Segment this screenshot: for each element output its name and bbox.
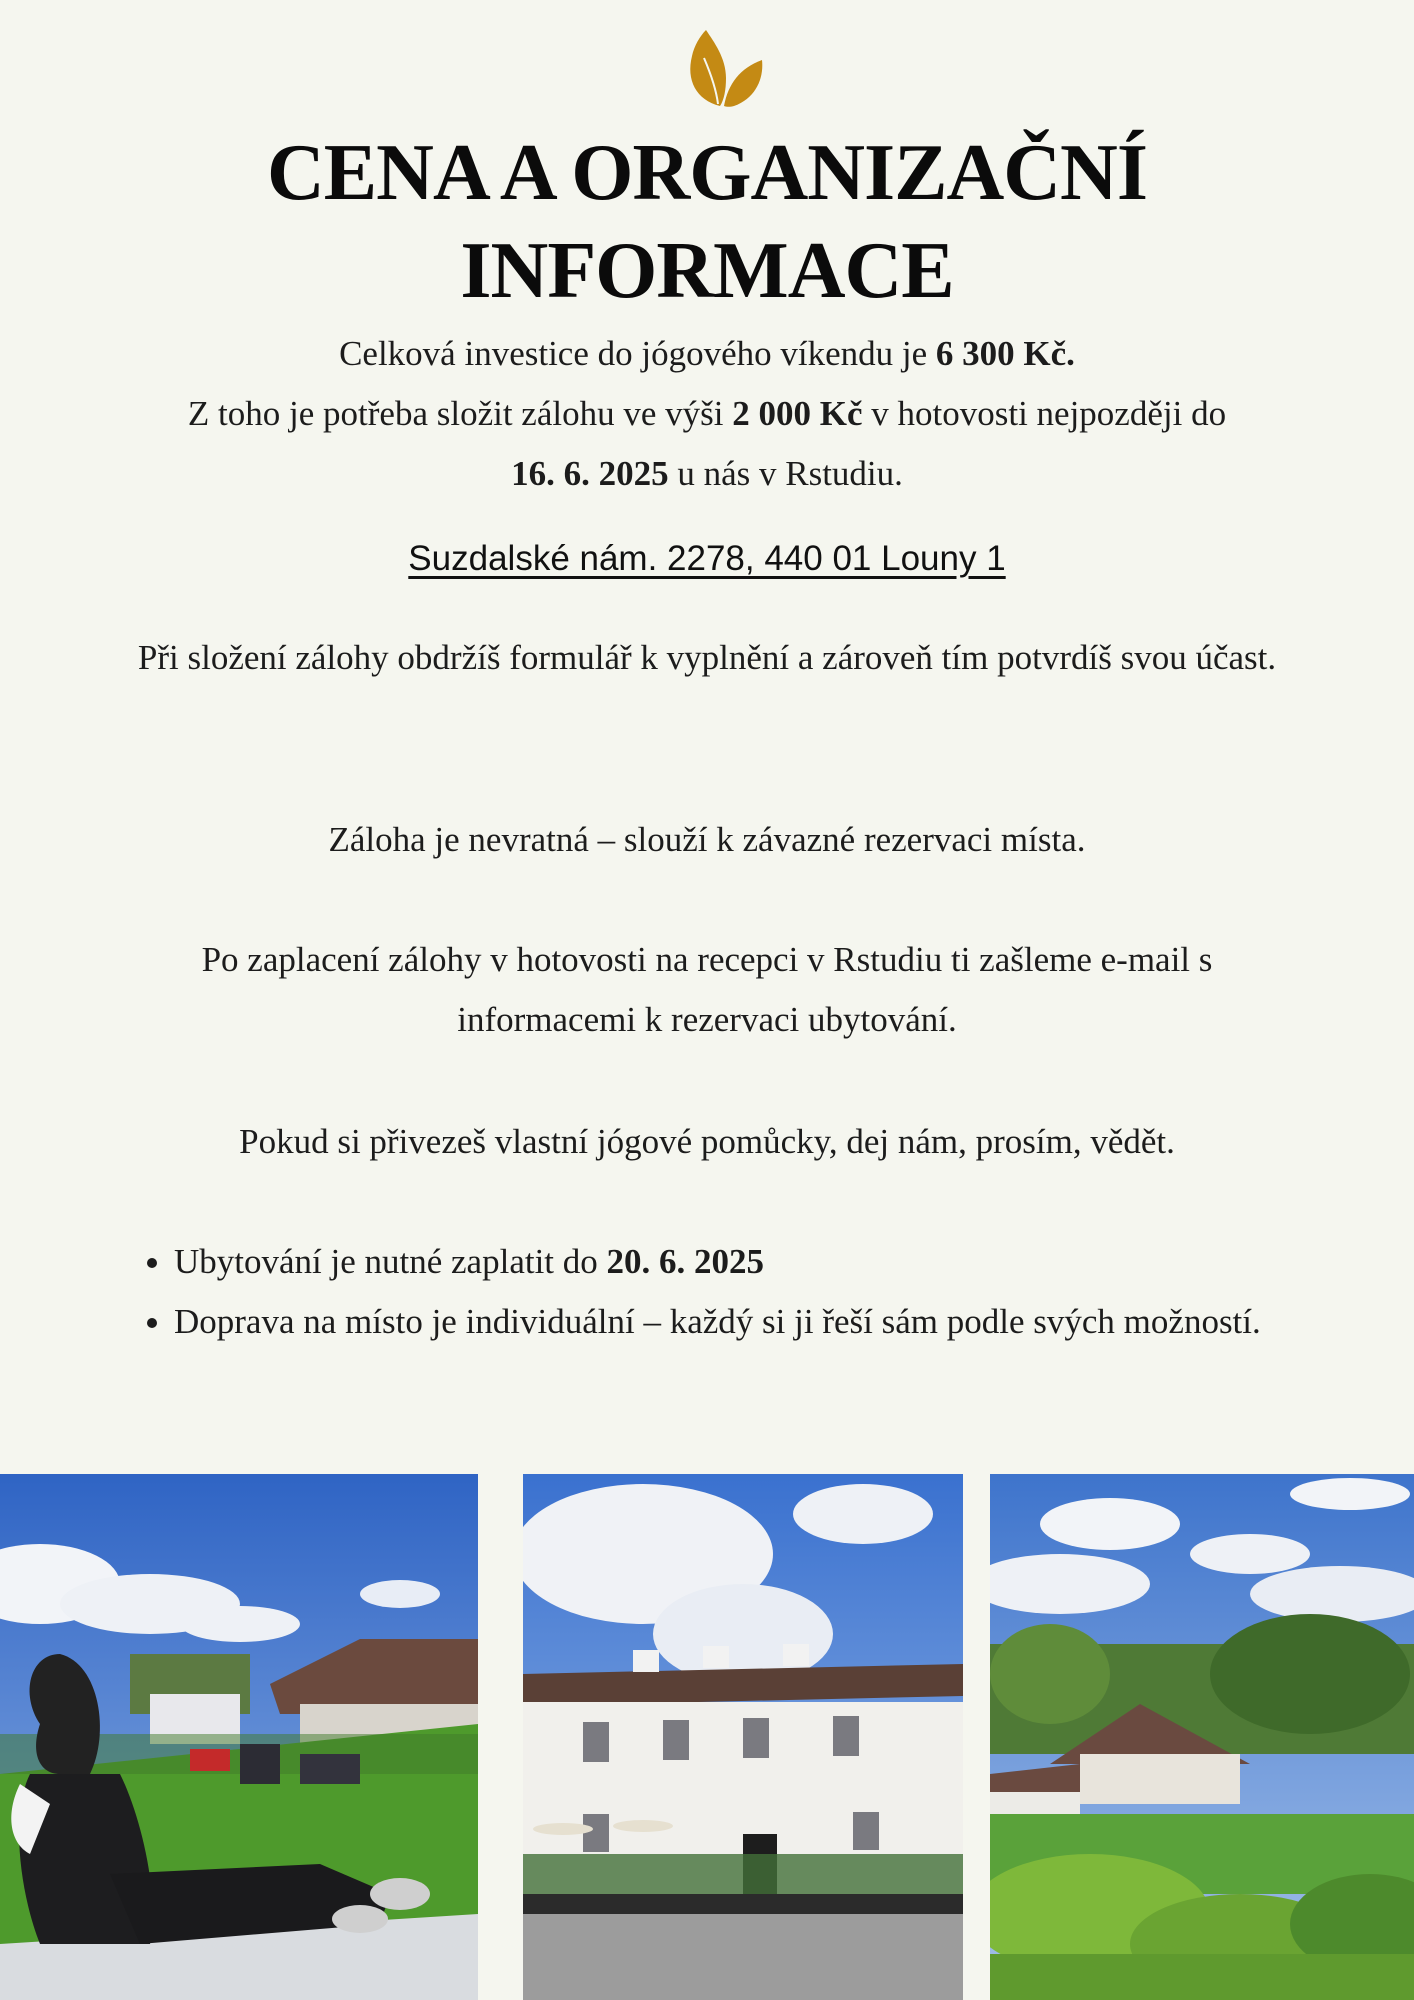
photo-garden-house bbox=[990, 1474, 1414, 2000]
intro-line-3 bbox=[110, 444, 1304, 504]
list-item bbox=[174, 1232, 1324, 1292]
studio-address-link[interactable]: Suzdalské nám. 2278, 440 01 Louny 1 bbox=[408, 539, 1006, 578]
accommodation-deadline: 20. 6. 2025 bbox=[606, 1242, 765, 1281]
title-line-2: INFORMACE bbox=[460, 227, 954, 315]
intro-line-1 bbox=[110, 324, 1304, 384]
info-bullet-list bbox=[134, 1232, 1324, 1352]
intro-text: Z toho je potřeba složit zálohu ve výši bbox=[187, 394, 733, 433]
bullet-text: Ubytování je nutné zaplatit do bbox=[174, 1242, 607, 1281]
leaf-icon bbox=[682, 28, 764, 110]
deposit-amount: 2 000 Kč bbox=[732, 394, 863, 433]
paragraph-form-info: Při složení zálohy obdržíš formulář k vyplnění a zároveň tím potvrdíš svou účast. bbox=[137, 638, 1277, 677]
photo-white-building bbox=[523, 1474, 963, 2000]
paragraph-own-equipment: Pokud si přivezeš vlastní jógové pomůcky, dej nám, prosím, vědět. bbox=[239, 1122, 1175, 1161]
page-title bbox=[0, 124, 1414, 320]
intro-text: v hotovosti nejpozději do bbox=[862, 394, 1227, 433]
total-price: 6 300 Kč. bbox=[935, 334, 1075, 373]
intro-text: u nás v Rstudiu. bbox=[668, 454, 903, 493]
deposit-deadline: 16. 6. 2025 bbox=[511, 454, 669, 493]
photo-lawn-person bbox=[0, 1474, 478, 2000]
list-item: • Doprava na místo je individuální – každý si ji řeší sám podle svých možností. bbox=[174, 1292, 1324, 1352]
intro-text: Celková investice do jógového víkendu je bbox=[339, 334, 936, 373]
paragraph-email-info: Po zaplacení zálohy v hotovosti na recepci v Rstudiu ti zašleme e-mail s informacemi k rezervaci ubytování. bbox=[201, 940, 1213, 1039]
title-line-1: CENA A ORGANIZAČNÍ bbox=[267, 129, 1147, 217]
paragraph-non-refundable: Záloha je nevratná – slouží k závazné rezervaci místa. bbox=[328, 820, 1086, 859]
intro-line-2 bbox=[110, 384, 1304, 444]
price-intro bbox=[110, 324, 1304, 504]
